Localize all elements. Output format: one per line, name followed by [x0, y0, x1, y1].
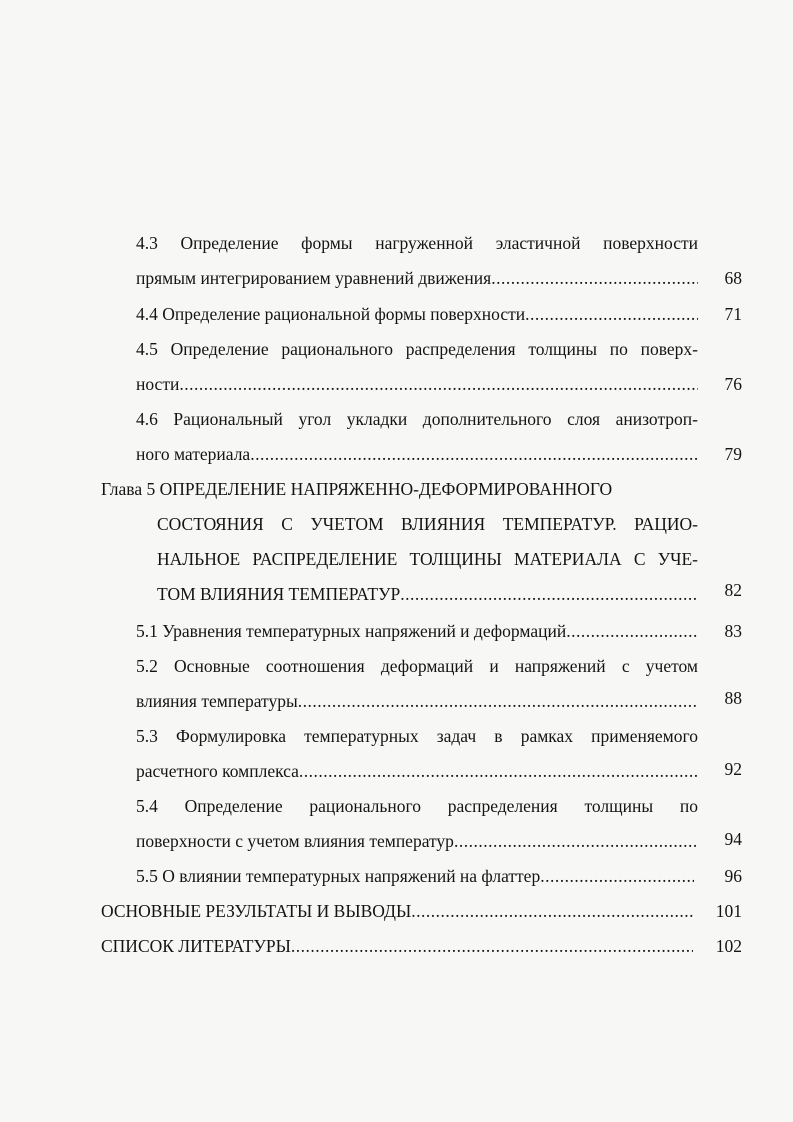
dot-leader: [491, 266, 698, 290]
toc-entry-4-4[interactable]: [136, 302, 698, 326]
dot-leader: [525, 302, 698, 326]
dot-leader: [566, 619, 698, 643]
chapter-5-heading-line2: СОСТОЯНИЯ С УЧЕТОМ ВЛИЯНИЯ ТЕМПЕРАТУР. РАЦИО-: [157, 514, 698, 534]
dot-leader: [411, 899, 693, 923]
dot-leader: [540, 864, 694, 888]
page-number: 83: [724, 621, 742, 641]
chapter-5-heading-line3: НАЛЬНОЕ РАСПРЕДЕЛЕНИЕ ТОЛЩИНЫ МАТЕРИАЛА С УЧЕ-: [157, 549, 698, 569]
toc-entry-5-1-title: 5.1 Уравнения температурных напряжений и деформаций: [136, 621, 567, 641]
page-number: 94: [724, 829, 742, 849]
toc-entry-4-5-line2[interactable]: [136, 372, 698, 396]
toc-entry-5-2-title-end: влияния температуры: [136, 691, 298, 711]
page-number: 92: [724, 759, 742, 779]
page-number: 102: [715, 936, 742, 956]
toc-entry-5-4-line2[interactable]: [136, 829, 698, 853]
dot-leader: [291, 934, 693, 958]
toc-entry-5-1[interactable]: [136, 619, 698, 643]
page-number: 96: [724, 866, 742, 886]
dot-leader: [298, 689, 698, 713]
toc-entry-4-6-line1: 4.6 Рациональный угол укладки дополнительного слоя анизотроп-: [136, 409, 698, 429]
toc-entry-4-3-title-end: прямым интегрированием уравнений движения: [136, 268, 492, 288]
toc-entry-4-5-line1: 4.5 Определение рационального распределения толщины по поверх-: [136, 339, 698, 359]
page-number: 76: [724, 374, 742, 394]
toc-entry-5-3-line2[interactable]: [136, 759, 698, 783]
chapter-5-heading-line4[interactable]: [157, 582, 698, 606]
dot-leader: [299, 759, 698, 783]
page-number: 82: [724, 580, 742, 600]
page-number: 71: [724, 304, 742, 324]
toc-entry-4-4-title: 4.4 Определение рациональной формы поверхности: [136, 304, 526, 324]
page-number: 68: [724, 268, 742, 288]
page-number: 79: [724, 444, 742, 464]
toc-entry-references[interactable]: [101, 934, 693, 958]
toc-entry-5-5-title: 5.5 О влиянии температурных напряжений на флаттер: [136, 866, 541, 886]
toc-entry-5-3-line1: 5.3 Формулировка температурных задач в рамках применяемого: [136, 726, 698, 746]
chapter-5-heading-line1: Глава 5 ОПРЕДЕЛЕНИЕ НАПРЯЖЕННО-ДЕФОРМИРОВАННОГО: [101, 479, 613, 499]
toc-entry-4-3-line2[interactable]: [136, 266, 698, 290]
dot-leader: [400, 582, 698, 606]
toc-entry-4-3-line1: 4.3 Определение формы нагруженной эластичной поверхности: [136, 233, 698, 253]
dot-leader: [454, 829, 698, 853]
toc-entry-4-5-title-end: ности: [136, 374, 180, 394]
toc-entry-5-2-line2[interactable]: [136, 689, 698, 713]
toc-entry-5-4-title-end: поверхности с учетом влияния температур: [136, 831, 454, 851]
toc-entry-5-3-title-end: расчетного комплекса: [136, 761, 299, 781]
toc-entry-results-title: ОСНОВНЫЕ РЕЗУЛЬТАТЫ И ВЫВОДЫ: [101, 901, 412, 921]
toc-entry-5-2-line1: 5.2 Основные соотношения деформаций и напряжений с учетом: [136, 656, 698, 676]
toc-entry-results[interactable]: [101, 899, 693, 923]
toc-entry-5-5[interactable]: [136, 864, 694, 888]
dot-leader: [179, 372, 698, 396]
toc-entry-references-title: СПИСОК ЛИТЕРАТУРЫ: [101, 936, 291, 956]
toc-entry-4-6-line2[interactable]: [136, 442, 698, 466]
page-number: 101: [715, 901, 742, 921]
dot-leader: [250, 442, 698, 466]
toc-entry-5-4-line1: 5.4 Определение рационального распределения толщины по: [136, 796, 698, 816]
page-number: 88: [724, 688, 742, 708]
toc-entry-4-6-title-end: ного материала: [136, 444, 251, 464]
chapter-5-title-end: ТОМ ВЛИЯНИЯ ТЕМПЕРАТУР: [157, 584, 401, 604]
